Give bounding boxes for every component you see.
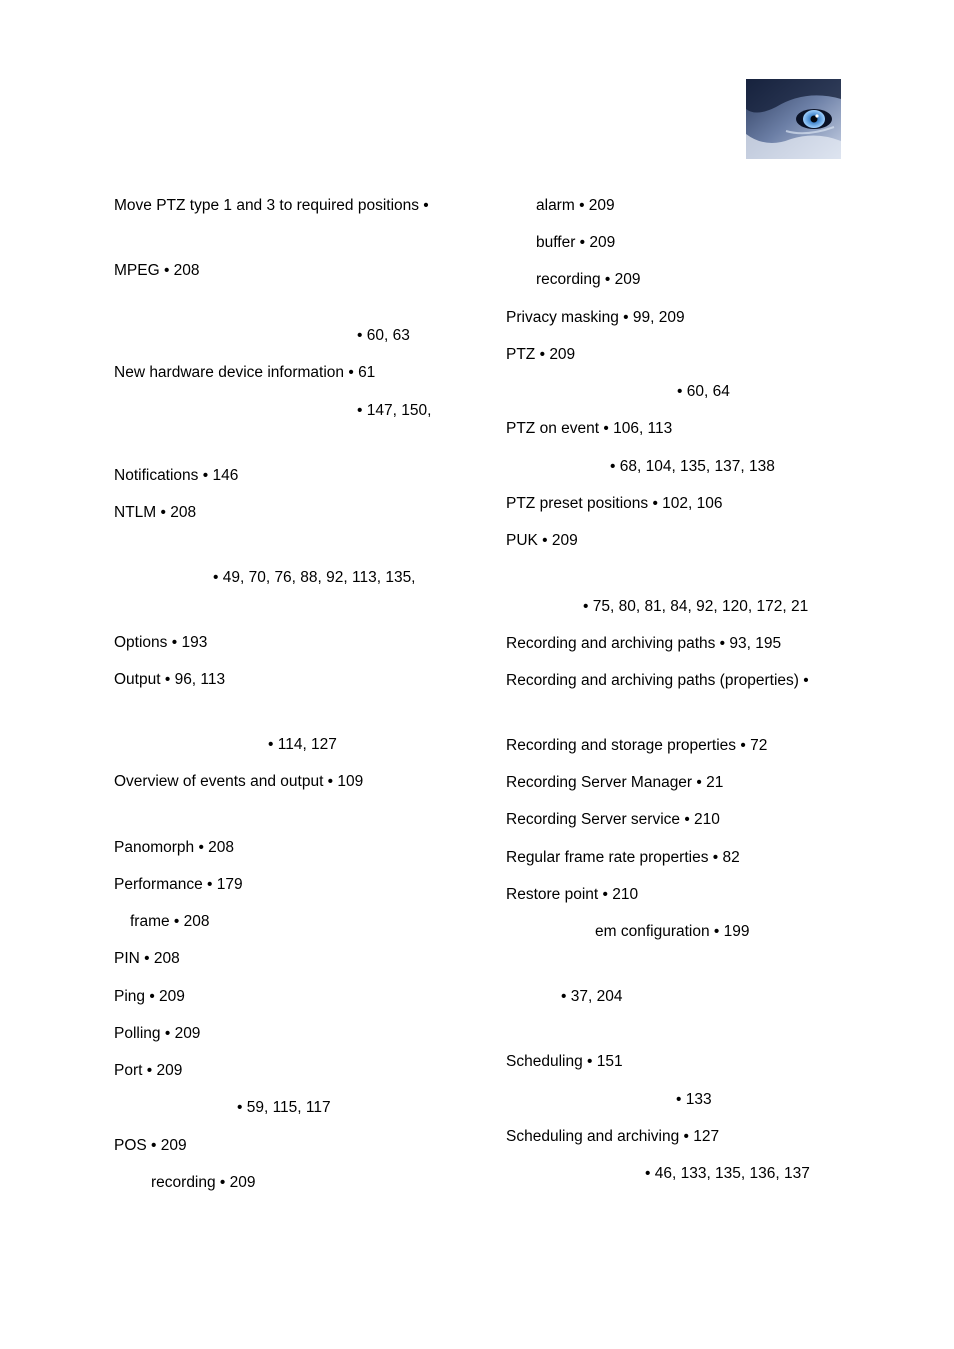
index-entry: PTZ preset positions • 102, 106 xyxy=(506,495,723,512)
index-entry: • 68, 104, 135, 137, 138 xyxy=(610,458,775,475)
index-entry: New hardware device information • 61 xyxy=(114,364,376,381)
index-entry: recording • 209 xyxy=(151,1174,256,1191)
index-entry: • 46, 133, 135, 136, 137 xyxy=(645,1165,810,1182)
index-entry: Options • 193 xyxy=(114,634,208,651)
index-entry: Port • 209 xyxy=(114,1062,183,1079)
index-entry: Overview of events and output • 109 xyxy=(114,773,364,790)
index-entry: • 59, 115, 117 xyxy=(237,1099,331,1116)
index-entry: PIN • 208 xyxy=(114,950,180,967)
index-entry: Performance • 179 xyxy=(114,876,243,893)
index-entry: • 114, 127 xyxy=(268,736,337,753)
index-entry: Output • 96, 113 xyxy=(114,671,226,688)
index-entry: • 147, 150, xyxy=(357,402,432,419)
index-entry: em configuration • 199 xyxy=(595,923,750,940)
index-entry: POS • 209 xyxy=(114,1137,187,1154)
index-entry: Scheduling and archiving • 127 xyxy=(506,1128,720,1145)
index-entry: Polling • 209 xyxy=(114,1025,201,1042)
index-entry: Recording and storage properties • 72 xyxy=(506,737,768,754)
index-entry: PTZ on event • 106, 113 xyxy=(506,420,673,437)
index-entry: • 133 xyxy=(676,1091,712,1108)
index-entry: Notifications • 146 xyxy=(114,467,239,484)
index-entry: Privacy masking • 99, 209 xyxy=(506,309,685,326)
wolf-eye-logo-icon xyxy=(746,79,841,159)
index-entry: Regular frame rate properties • 82 xyxy=(506,849,740,866)
index-entry: • 60, 63 xyxy=(357,327,410,344)
index-entry: PTZ • 209 xyxy=(506,346,576,363)
index-entry: • 75, 80, 81, 84, 92, 120, 172, 21 xyxy=(583,598,809,615)
index-entry: Scheduling • 151 xyxy=(506,1053,623,1070)
index-entry: PUK • 209 xyxy=(506,532,578,549)
index-entry: Restore point • 210 xyxy=(506,886,639,903)
index-entry: • 49, 70, 76, 88, 92, 113, 135, xyxy=(213,569,416,586)
index-entry: frame • 208 xyxy=(130,913,210,930)
index-entry: • 37, 204 xyxy=(561,988,623,1005)
index-entry: MPEG • 208 xyxy=(114,262,200,279)
index-entry: recording • 209 xyxy=(536,271,641,288)
index-entry: Recording Server service • 210 xyxy=(506,811,720,828)
index-entry: buffer • 209 xyxy=(536,234,616,251)
index-entry: Move PTZ type 1 and 3 to required positions • xyxy=(114,197,429,214)
index-entry: Panomorph • 208 xyxy=(114,839,235,856)
index-entry: alarm • 209 xyxy=(536,197,615,214)
index-entry: Recording and archiving paths (properties) • xyxy=(506,672,809,689)
index-entry: NTLM • 208 xyxy=(114,504,197,521)
index-entry: Recording Server Manager • 21 xyxy=(506,774,724,791)
index-entry: Ping • 209 xyxy=(114,988,185,1005)
index-entry: Recording and archiving paths • 93, 195 xyxy=(506,635,782,652)
index-entry: • 60, 64 xyxy=(677,383,730,400)
